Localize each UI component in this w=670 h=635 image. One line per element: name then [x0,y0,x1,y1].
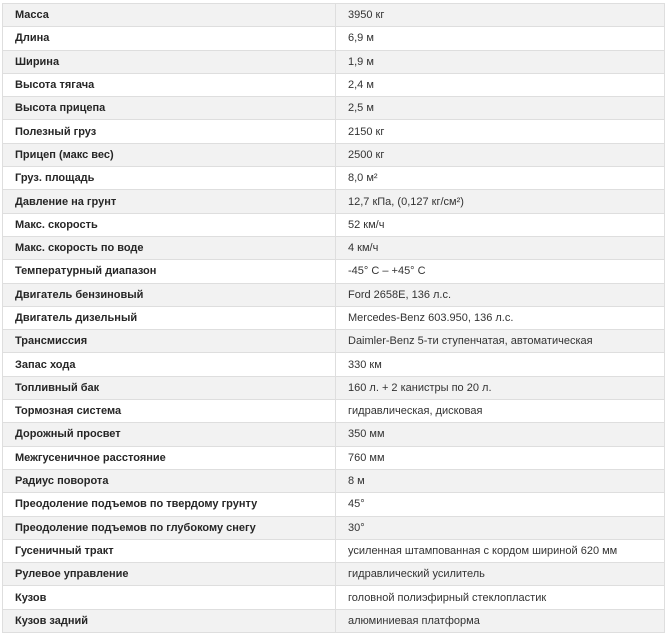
spec-label: Радиус поворота [3,469,336,492]
spec-row [3,330,665,353]
spec-label: Макс. скорость по воде [3,236,336,259]
spec-row [3,4,665,27]
spec-row [3,120,665,143]
spec-label: Рулевое управление [3,563,336,586]
spec-row [3,143,665,166]
spec-value: 30° [336,516,665,539]
spec-row [3,213,665,236]
spec-value: 2500 кг [336,143,665,166]
spec-value: Mercedes-Benz 603.950, 136 л.с. [336,306,665,329]
spec-value: 45° [336,493,665,516]
spec-row [3,539,665,562]
spec-row [3,97,665,120]
specifications-table [2,3,665,633]
spec-label: Преодоление подъемов по глубокому снегу [3,516,336,539]
spec-row [3,609,665,632]
spec-row [3,167,665,190]
spec-row [3,400,665,423]
spec-label: Топливный бак [3,376,336,399]
spec-row [3,73,665,96]
spec-row [3,260,665,283]
spec-label: Двигатель бензиновый [3,283,336,306]
spec-value: Daimler-Benz 5-ти ступенчатая, автоматическая [336,330,665,353]
spec-value: головной полиэфирный стеклопластик [336,586,665,609]
spec-row [3,283,665,306]
spec-value: 8 м [336,469,665,492]
spec-label: Трансмиссия [3,330,336,353]
spec-label: Полезный груз [3,120,336,143]
spec-label: Прицеп (макс вес) [3,143,336,166]
spec-value: 12,7 кПа, (0,127 кг/см²) [336,190,665,213]
spec-label: Двигатель дизельный [3,306,336,329]
spec-label: Высота прицепа [3,97,336,120]
spec-label: Преодоление подъемов по твердому грунту [3,493,336,516]
spec-label: Тормозная система [3,400,336,423]
spec-value: -45° С – +45° С [336,260,665,283]
spec-value: 160 л. + 2 канистры по 20 л. [336,376,665,399]
spec-value: 760 мм [336,446,665,469]
spec-value: Ford 2658E, 136 л.с. [336,283,665,306]
spec-label: Масса [3,4,336,27]
spec-row [3,493,665,516]
spec-value: 350 мм [336,423,665,446]
spec-row [3,586,665,609]
spec-row [3,306,665,329]
spec-label: Давление на грунт [3,190,336,213]
spec-value: гидравлический усилитель [336,563,665,586]
spec-row [3,563,665,586]
spec-value: гидравлическая, дисковая [336,400,665,423]
spec-label: Гусеничный тракт [3,539,336,562]
spec-row [3,516,665,539]
spec-value: 330 км [336,353,665,376]
spec-value: 3950 кг [336,4,665,27]
spec-value: алюминиевая платформа [336,609,665,632]
spec-row [3,376,665,399]
spec-value: 1,9 м [336,50,665,73]
spec-row [3,236,665,259]
spec-row [3,353,665,376]
spec-label: Температурный диапазон [3,260,336,283]
spec-value: 8,0 м² [336,167,665,190]
spec-label: Кузов задний [3,609,336,632]
specifications-table-body [3,4,665,633]
spec-label: Макс. скорость [3,213,336,236]
spec-label: Груз. площадь [3,167,336,190]
spec-value: усиленная штампованная с кордом шириной 620 мм [336,539,665,562]
spec-label: Кузов [3,586,336,609]
spec-value: 2150 кг [336,120,665,143]
spec-row [3,423,665,446]
spec-row [3,190,665,213]
spec-row [3,27,665,50]
spec-label: Дорожный просвет [3,423,336,446]
spec-label: Длина [3,27,336,50]
spec-label: Запас хода [3,353,336,376]
spec-label: Высота тягача [3,73,336,96]
spec-value: 2,4 м [336,73,665,96]
spec-value: 52 км/ч [336,213,665,236]
spec-row [3,446,665,469]
spec-value: 4 км/ч [336,236,665,259]
spec-row [3,469,665,492]
spec-value: 6,9 м [336,27,665,50]
spec-label: Ширина [3,50,336,73]
spec-row [3,50,665,73]
spec-label: Межгусеничное расстояние [3,446,336,469]
spec-value: 2,5 м [336,97,665,120]
